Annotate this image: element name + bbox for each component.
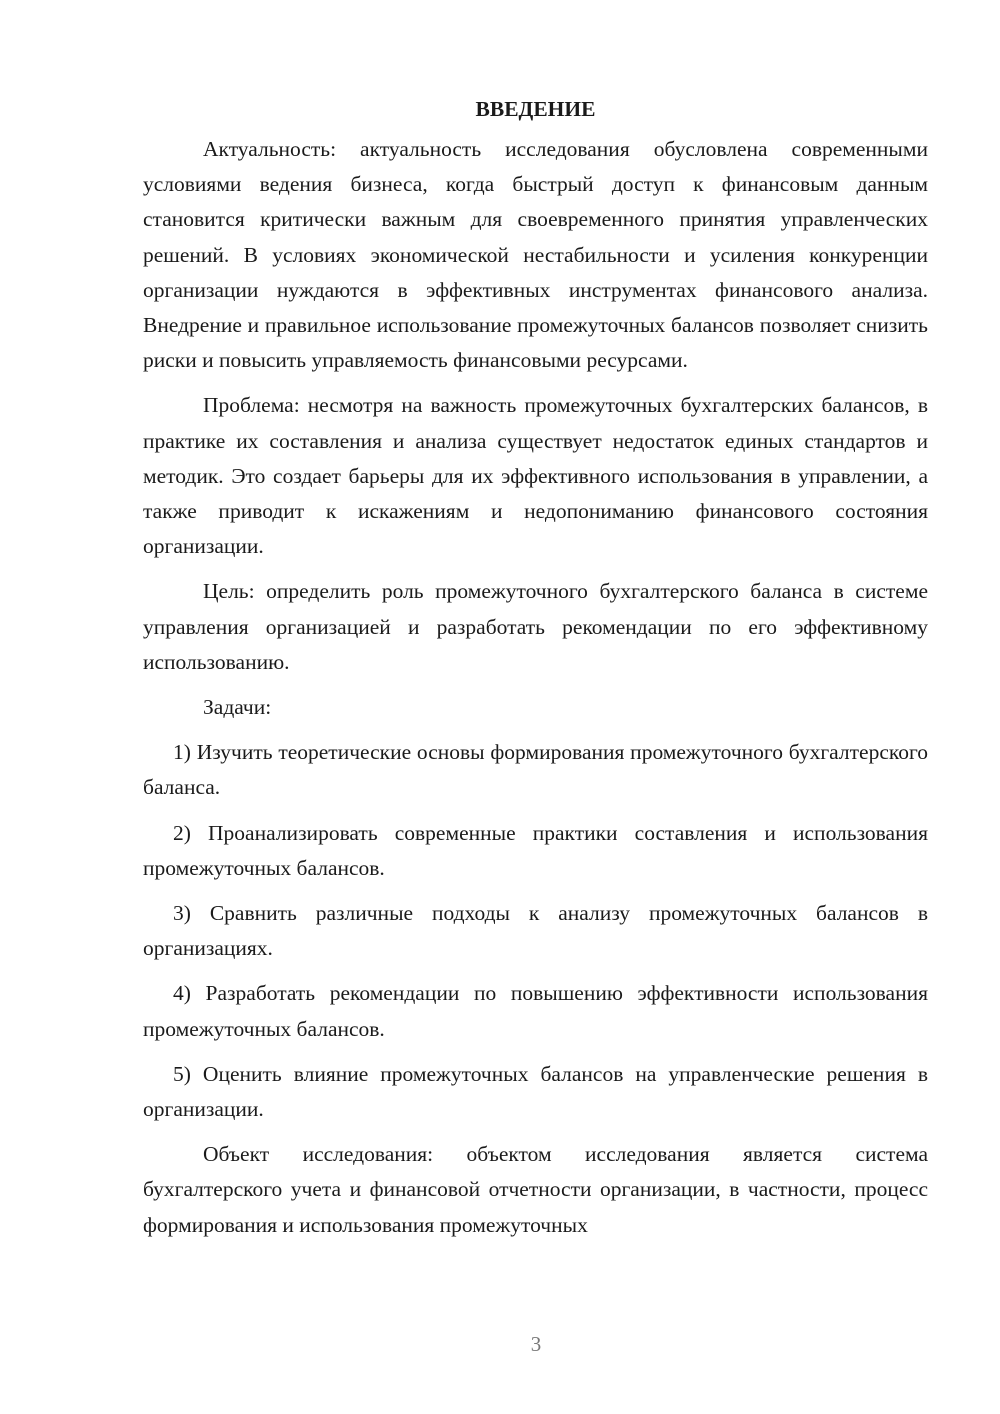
document-page: [143, 92, 928, 1253]
problem-paragraph: Проблема: несмотря на важность промежуточных бухгалтерских балансов, в практике их составления и анализа существует недостаток единых стандартов и методик. Это создает барьеры для их эффективного использования в управлении, а также приводит к искажениям и недопониманию финансового состояния организации.: [143, 393, 928, 559]
section-title: ВВЕДЕНИЕ: [475, 97, 596, 121]
goal-paragraph: Цель: определить роль промежуточного бухгалтерского баланса в системе управления организацией и разработать рекомендации по его эффективному использованию.: [143, 579, 928, 674]
tasks-heading: Задачи:: [203, 695, 272, 720]
task-item: 3) Сравнить различные подходы к анализу промежуточных балансов в организациях.: [143, 901, 928, 961]
task-item: 4) Разработать рекомендации по повышению эффективности использования промежуточных балансов.: [143, 981, 928, 1041]
relevance-paragraph: Актуальность: актуальность исследования обусловлена современными условиями ведения бизнеса, когда быстрый доступ к финансовым данным становится критически важным для своевременного принятия управленческих решений. В условиях экономической нестабильности и усиления конкуренции организации нуждаются в эффективных инструментах финансового анализа. Внедрение и правильное использование промежуточных балансов позволяет снизить риски и повысить управляемость финансовыми ресурсами.: [143, 137, 928, 373]
task-item: 5) Оценить влияние промежуточных балансов на управленческие решения в организации.: [143, 1061, 928, 1122]
task-item: 1) Изучить теоретические основы формирования промежуточного бухгалтерского баланса.: [143, 740, 928, 800]
page-number: 3: [530, 1332, 542, 1356]
object-paragraph: Объект исследования: объектом исследования является система бухгалтерского учета и финансовой отчетности организации, в частности, процесс формирования и использования промежуточных: [143, 1142, 928, 1237]
task-item: 2) Проанализировать современные практики составления и использования промежуточных балансов.: [143, 820, 928, 880]
